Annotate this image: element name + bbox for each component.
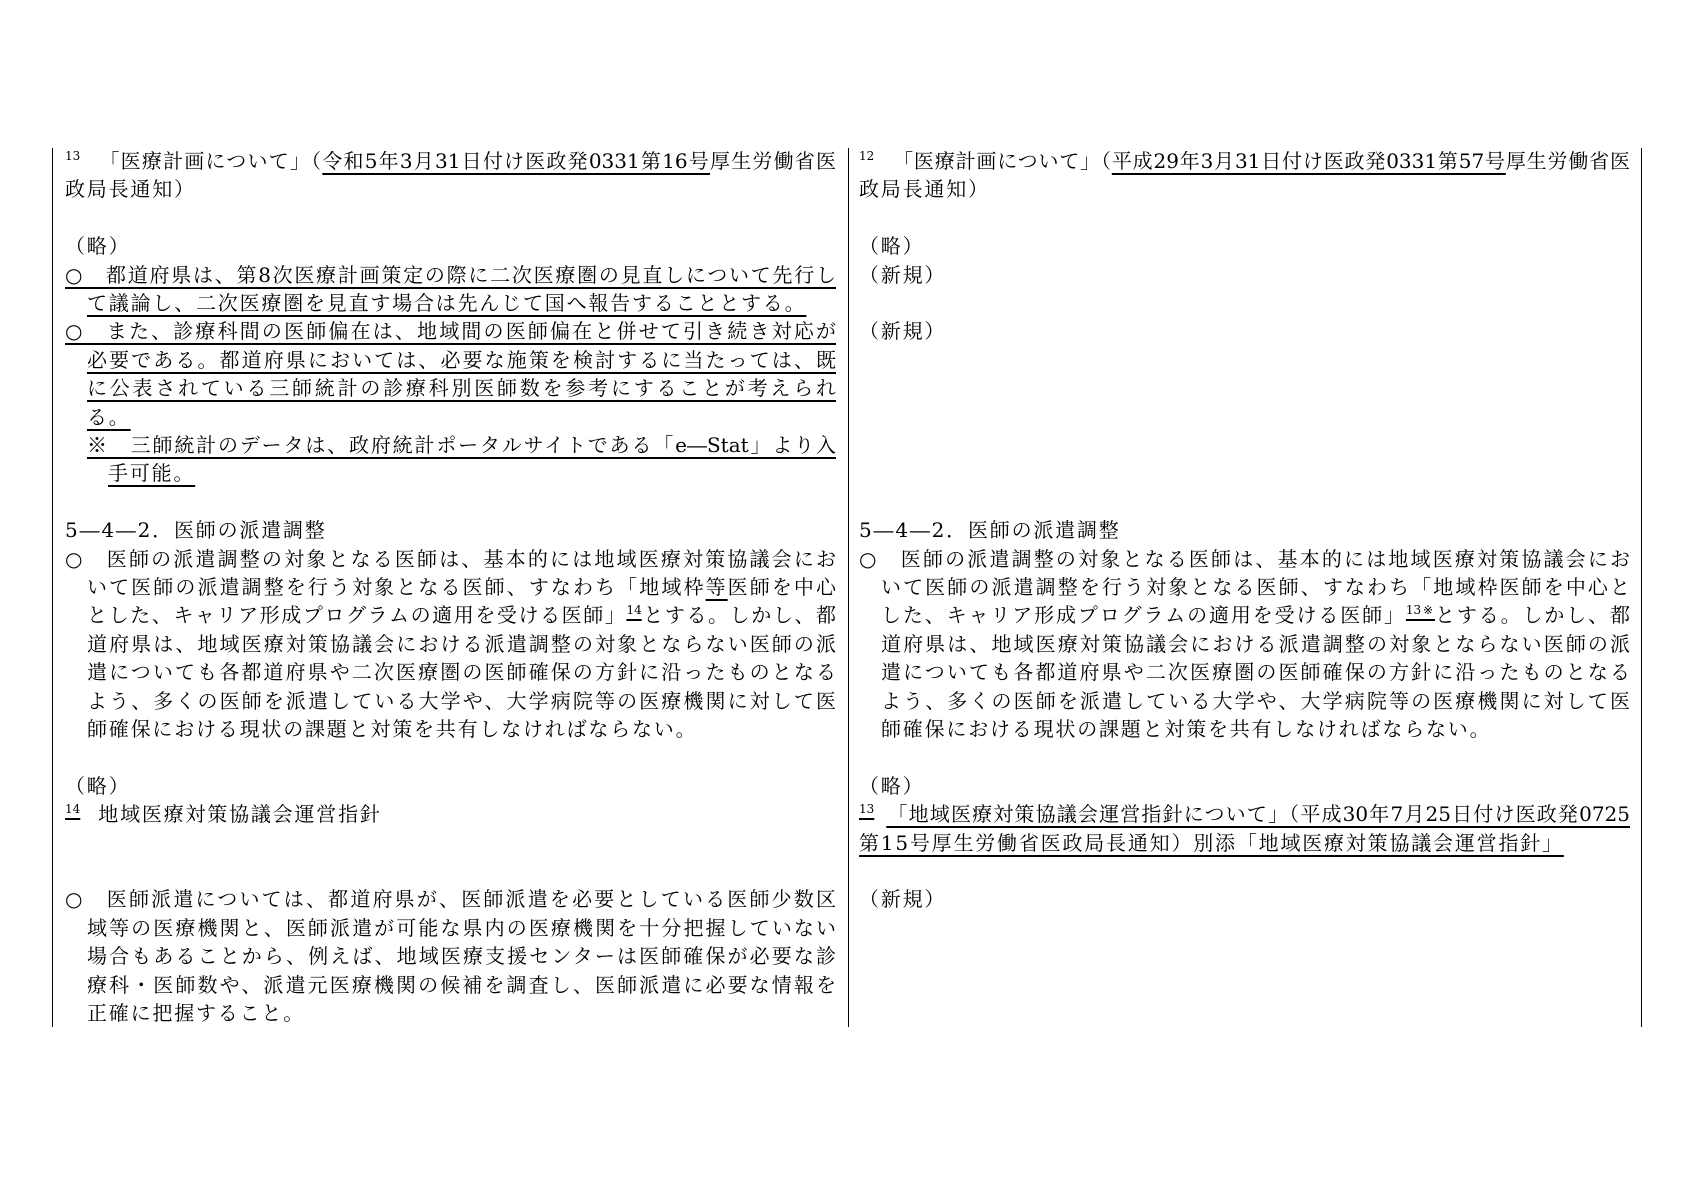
bullet-line: 療科・医師数や、派遣元医療機関の候補を調査し、医師派遣に必要な情報を — [87, 972, 836, 997]
section-heading-block — [859, 516, 1630, 544]
paragraph-line — [859, 601, 1630, 629]
footnote-line — [859, 800, 1630, 828]
omitted-marker: （略） — [859, 234, 925, 259]
notice-reference-underlined: 平成29年3月31日付け医政発0331第57号 — [1111, 149, 1506, 173]
footnote-number: 13 — [859, 802, 875, 817]
table-border-right — [1641, 148, 1642, 1027]
notice-issuer: 厚生労働省医 — [1505, 149, 1630, 173]
paragraph-line: 道府県は、地域医療対策協議会における派遣調整の対象とならない医師の派 — [881, 631, 1630, 656]
paragraph-line — [65, 601, 836, 629]
footnote-reference: 13※ — [1405, 603, 1435, 618]
bullet-line: に公表されている三師統計の診療科別医師数を参考にすることが考えられ — [87, 376, 836, 401]
paragraph-line: よう、多くの医師を派遣している大学や、大学病院等の医療機関に対して医 — [87, 688, 836, 713]
footnote-text: 「地域医療対策協議会運営指針について」（平成30年7月25日付け医政発0725 — [886, 802, 1630, 827]
omitted-block — [65, 232, 836, 260]
paragraph-line: いて医師の派遣調整を行う対象となる医師、すなわち「地域枠医師を中心と — [881, 574, 1630, 599]
bullet-specialty-maldistribution — [65, 317, 836, 431]
bullet-dispatch-information — [65, 885, 836, 1027]
omitted-block — [859, 232, 1630, 260]
note-line: ※ 三師統計のデータは、政府統計ポータルサイトである「e―Stat」より入 — [87, 433, 836, 457]
reference-note-line-1 — [859, 147, 1630, 175]
reference-note-line-2: 政局長通知） — [65, 177, 196, 202]
paragraph-text: とする。しかし、都 — [641, 603, 836, 628]
paragraph-text: とする。しかし、都 — [1434, 603, 1631, 628]
table-border-left — [52, 148, 53, 1027]
paragraph-text: いて医師の派遣調整を行う対象となる医師、すなわち「地域枠 — [87, 574, 706, 599]
note-three-profession-statistics — [65, 431, 836, 488]
paragraph-line: 遣についても各都道府県や二次医療圏の医師確保の方針に沿ったものとなる — [87, 660, 836, 685]
paragraph-text: した、キャリア形成プログラムの適用を受ける医師」 — [881, 603, 1406, 628]
omitted-marker: （略） — [65, 234, 131, 259]
new-entry-block — [859, 317, 1630, 345]
footnote-reference: 14 — [626, 603, 642, 618]
footnote-text: 地域医療対策協議会運営指針 — [98, 802, 382, 827]
dispatch-paragraph — [65, 545, 836, 744]
note-number: 13 — [65, 149, 81, 163]
dispatch-paragraph — [859, 545, 1630, 744]
section-heading-block — [65, 516, 836, 544]
reference-note-13 — [65, 147, 836, 204]
bullet-line: 必要である。都道府県においては、必要な施策を検討するに当たっては、既 — [87, 347, 836, 372]
section-heading: 5―4―2．医師の派遣調整 — [859, 518, 1121, 543]
notice-issuer: 厚生労働省医 — [710, 149, 837, 173]
omitted-block — [859, 772, 1630, 800]
paragraph-line — [65, 573, 836, 601]
omitted-marker: （略） — [65, 773, 131, 798]
table-border-middle — [848, 148, 849, 1027]
bullet-line: ○ 都道府県は、第8次医療計画策定の際に二次医療圏の見直しについて先行し — [65, 262, 836, 287]
bullet-line: る。 — [87, 404, 131, 429]
paragraph-line: 師確保における現状の課題と対策を共有しなければならない。 — [87, 716, 698, 741]
note-line: 手可能。 — [108, 461, 196, 486]
reference-note-line-1 — [65, 147, 836, 175]
note-number: 12 — [859, 149, 875, 163]
footnote-14 — [65, 800, 836, 828]
footnote-13 — [859, 800, 1630, 857]
revised-text-column — [65, 147, 836, 1027]
bullet-line: ○ 医師派遣については、都道府県が、医師派遣を必要としている医師少数区 — [65, 887, 836, 912]
paragraph-line: 道府県は、地域医療対策協議会における派遣調整の対象とならない医師の派 — [87, 631, 836, 656]
notice-title: 「医療計画について」（ — [98, 149, 323, 173]
new-entry-block — [859, 885, 1630, 913]
reference-note-line-2: 政局長通知） — [859, 177, 990, 202]
omitted-block — [65, 772, 836, 800]
amended-word-underlined: 等 — [705, 574, 728, 599]
new-entry-marker: （新規） — [859, 319, 947, 344]
bullet-line: 場合もあることから、例えば、地域医療支援センターは医師確保が必要な診 — [87, 944, 836, 969]
paragraph-text: 医師を中心 — [727, 574, 837, 599]
paragraph-line: よう、多くの医師を派遣している大学や、大学病院等の医療機関に対して医 — [881, 688, 1630, 713]
footnote-number: 14 — [65, 802, 81, 817]
bullet-line: 域等の医療機関と、医師派遣が可能な県内の医療機関を十分把握していない — [87, 915, 836, 940]
paragraph-line: 師確保における現状の課題と対策を共有しなければならない。 — [881, 716, 1492, 741]
footnote-line: 第15号厚生労働省医政局長通知）別添「地域医療対策協議会運営指針」 — [859, 830, 1564, 855]
bullet-secondary-medical-area-review — [65, 261, 836, 318]
bullet-line: 正確に把握すること。 — [87, 1000, 305, 1025]
footnote-line — [65, 800, 836, 828]
new-entry-marker: （新規） — [859, 887, 947, 912]
bullet-line: て議論し、二次医療圏を見直す場合は先んじて国へ報告することとする。 — [87, 290, 807, 315]
omitted-marker: （略） — [859, 773, 925, 798]
paragraph-line: 遣についても各都道府県や二次医療圏の医師確保の方針に沿ったものとなる — [881, 660, 1630, 685]
paragraph-text: とした、キャリア形成プログラムの適用を受ける医師」 — [87, 603, 627, 628]
notice-title: 「医療計画について」（ — [892, 149, 1112, 173]
reference-note-12 — [859, 147, 1630, 204]
paragraph-line: ○ 医師の派遣調整の対象となる医師は、基本的には地域医療対策協議会にお — [859, 546, 1630, 571]
new-entry-block — [859, 261, 1630, 289]
section-heading: 5―4―2．医師の派遣調整 — [65, 518, 327, 543]
bullet-line: ○ また、診療科間の医師偏在は、地域間の医師偏在と併せて引き続き対応が — [65, 319, 836, 344]
paragraph-line: ○ 医師の派遣調整の対象となる医師は、基本的には地域医療対策協議会にお — [65, 546, 836, 571]
notice-reference-underlined: 令和5年3月31日付け医政発0331第16号 — [322, 149, 710, 173]
current-text-column — [859, 147, 1630, 1027]
new-entry-marker: （新規） — [859, 262, 947, 287]
